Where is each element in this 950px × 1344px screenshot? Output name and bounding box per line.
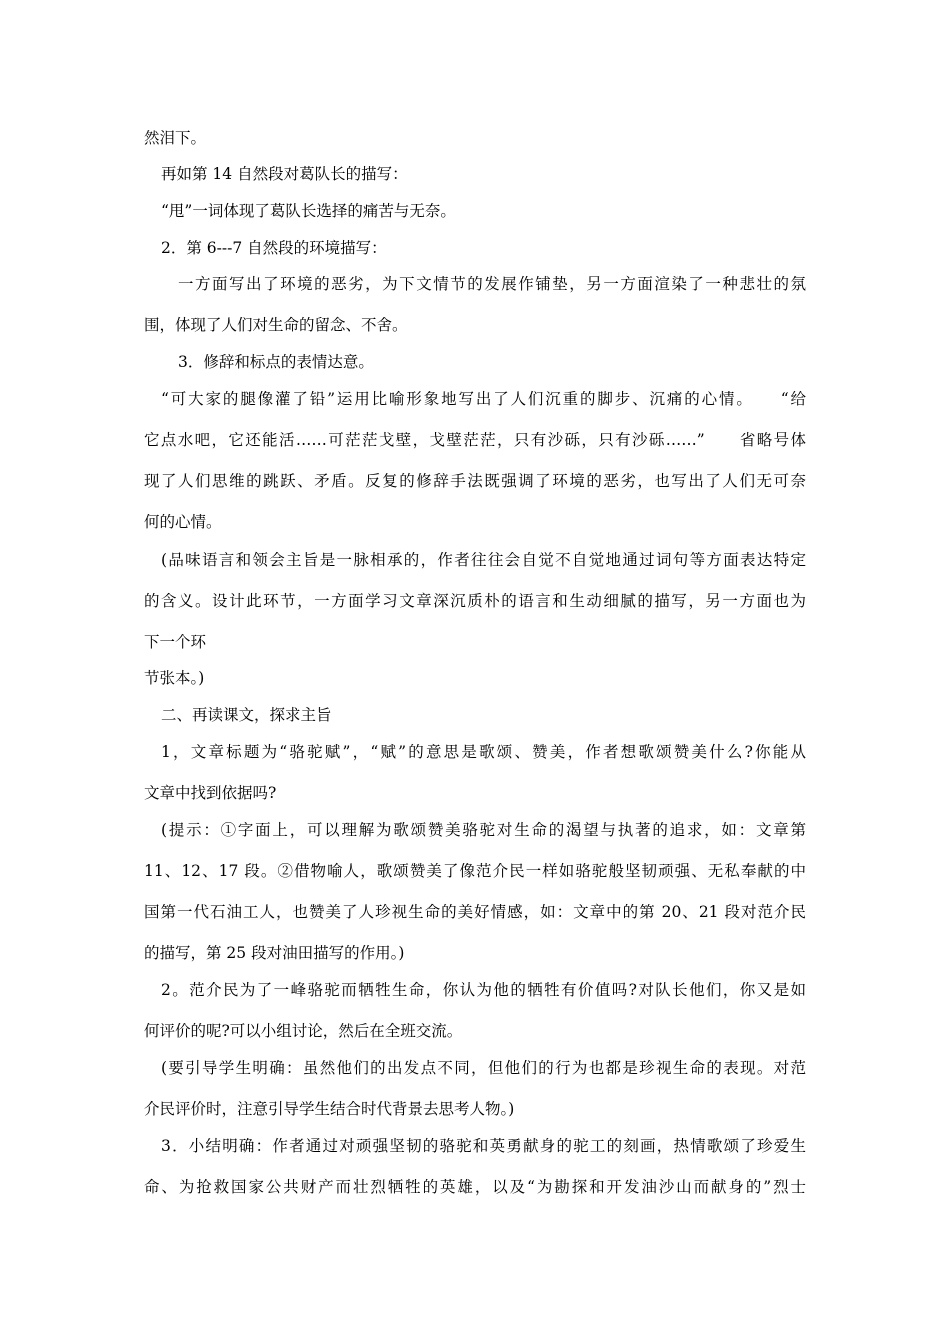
text-line: 2。范介民为了一峰骆驼而牺牲生命，你认为他的牺牲有价值吗?对队长他们，你又是如	[161, 981, 806, 999]
text-line: 再如第 14 自然段对葛队长的描写：	[161, 165, 408, 183]
text-line: (品味语言和领会主旨是一脉相承的，作者往往会自觉不自觉地通过词句等方面表达特定	[161, 551, 806, 569]
text-line: “甩”一词体现了葛队长选择的痛苦与无奈。	[161, 202, 456, 220]
text-line: 的描写，第 25 段对油田描写的作用。)	[144, 944, 405, 962]
text-line: 何的心情。	[144, 513, 222, 531]
text-line: 3．修辞和标点的表情达意。	[178, 353, 374, 371]
text-line: (要引导学生明确：虽然他们的出发点不同，但他们的行为也都是珍视生命的表现。对范	[161, 1059, 806, 1077]
text-line: 1，文章标题为“骆驼赋”，“赋”的意思是歌颂、赞美，作者想歌颂赞美什么?你能从	[161, 743, 806, 761]
text-line: 文章中找到依据吗?	[144, 784, 277, 802]
text-line: 2．第 6---7 自然段的环境描写：	[161, 239, 387, 257]
text-line: 一方面写出了环境的恶劣，为下文情节的发展作铺垫，另一方面渲染了一种悲壮的氛	[178, 275, 806, 293]
text-line: 然泪下。	[144, 129, 207, 147]
text-line: 11、12、17 段。②借物喻人，歌颂赞美了像范介民一样如骆驼般坚韧顽强、无私奉献的中	[144, 862, 806, 880]
text-line: 节张本。)	[144, 669, 205, 687]
text-line: 介民评价时，注意引导学生结合时代背景去思考人物。)	[144, 1100, 515, 1118]
text-line: 下一个环	[144, 633, 207, 651]
text-line: 围，体现了人们对生命的留念、不舍。	[144, 316, 408, 334]
text-line: “可大家的腿像灌了铅”运用比喻形象地写出了人们沉重的脚步、沉痛的心情。 “给	[161, 390, 806, 408]
text-line: 何评价的呢?可以小组讨论，然后在全班交流。	[144, 1022, 463, 1040]
text-line: 二、再读课文，探求主旨	[161, 706, 332, 724]
text-line: 国第一代石油工人，也赞美了人珍视生命的美好情感，如：文章中的第 20、21 段对范介民	[144, 903, 806, 921]
text-line: 现了人们思维的跳跃、矛盾。反复的修辞手法既强调了环境的恶劣，也写出了人们无可奈	[144, 472, 806, 490]
text-line: 它点水吧，它还能活……可茫茫戈壁，戈壁茫茫，只有沙砾，只有沙砾……” 省略号体	[144, 431, 806, 449]
text-line: 的含义。设计此环节，一方面学习文章深沉质朴的语言和生动细腻的描写，另一方面也为	[144, 592, 806, 610]
text-line: 3．小结明确：作者通过对顽强坚韧的骆驼和英勇献身的驼工的刻画，热情歌颂了珍爱生	[161, 1137, 806, 1155]
text-line: (提示：①字面上，可以理解为歌颂赞美骆驼对生命的渴望与执著的追求，如：文章第	[161, 821, 806, 839]
text-line: 命、为抢救国家公共财产而壮烈牺牲的英雄，以及“为勘探和开发油沙山而献身的”烈士	[144, 1178, 806, 1196]
